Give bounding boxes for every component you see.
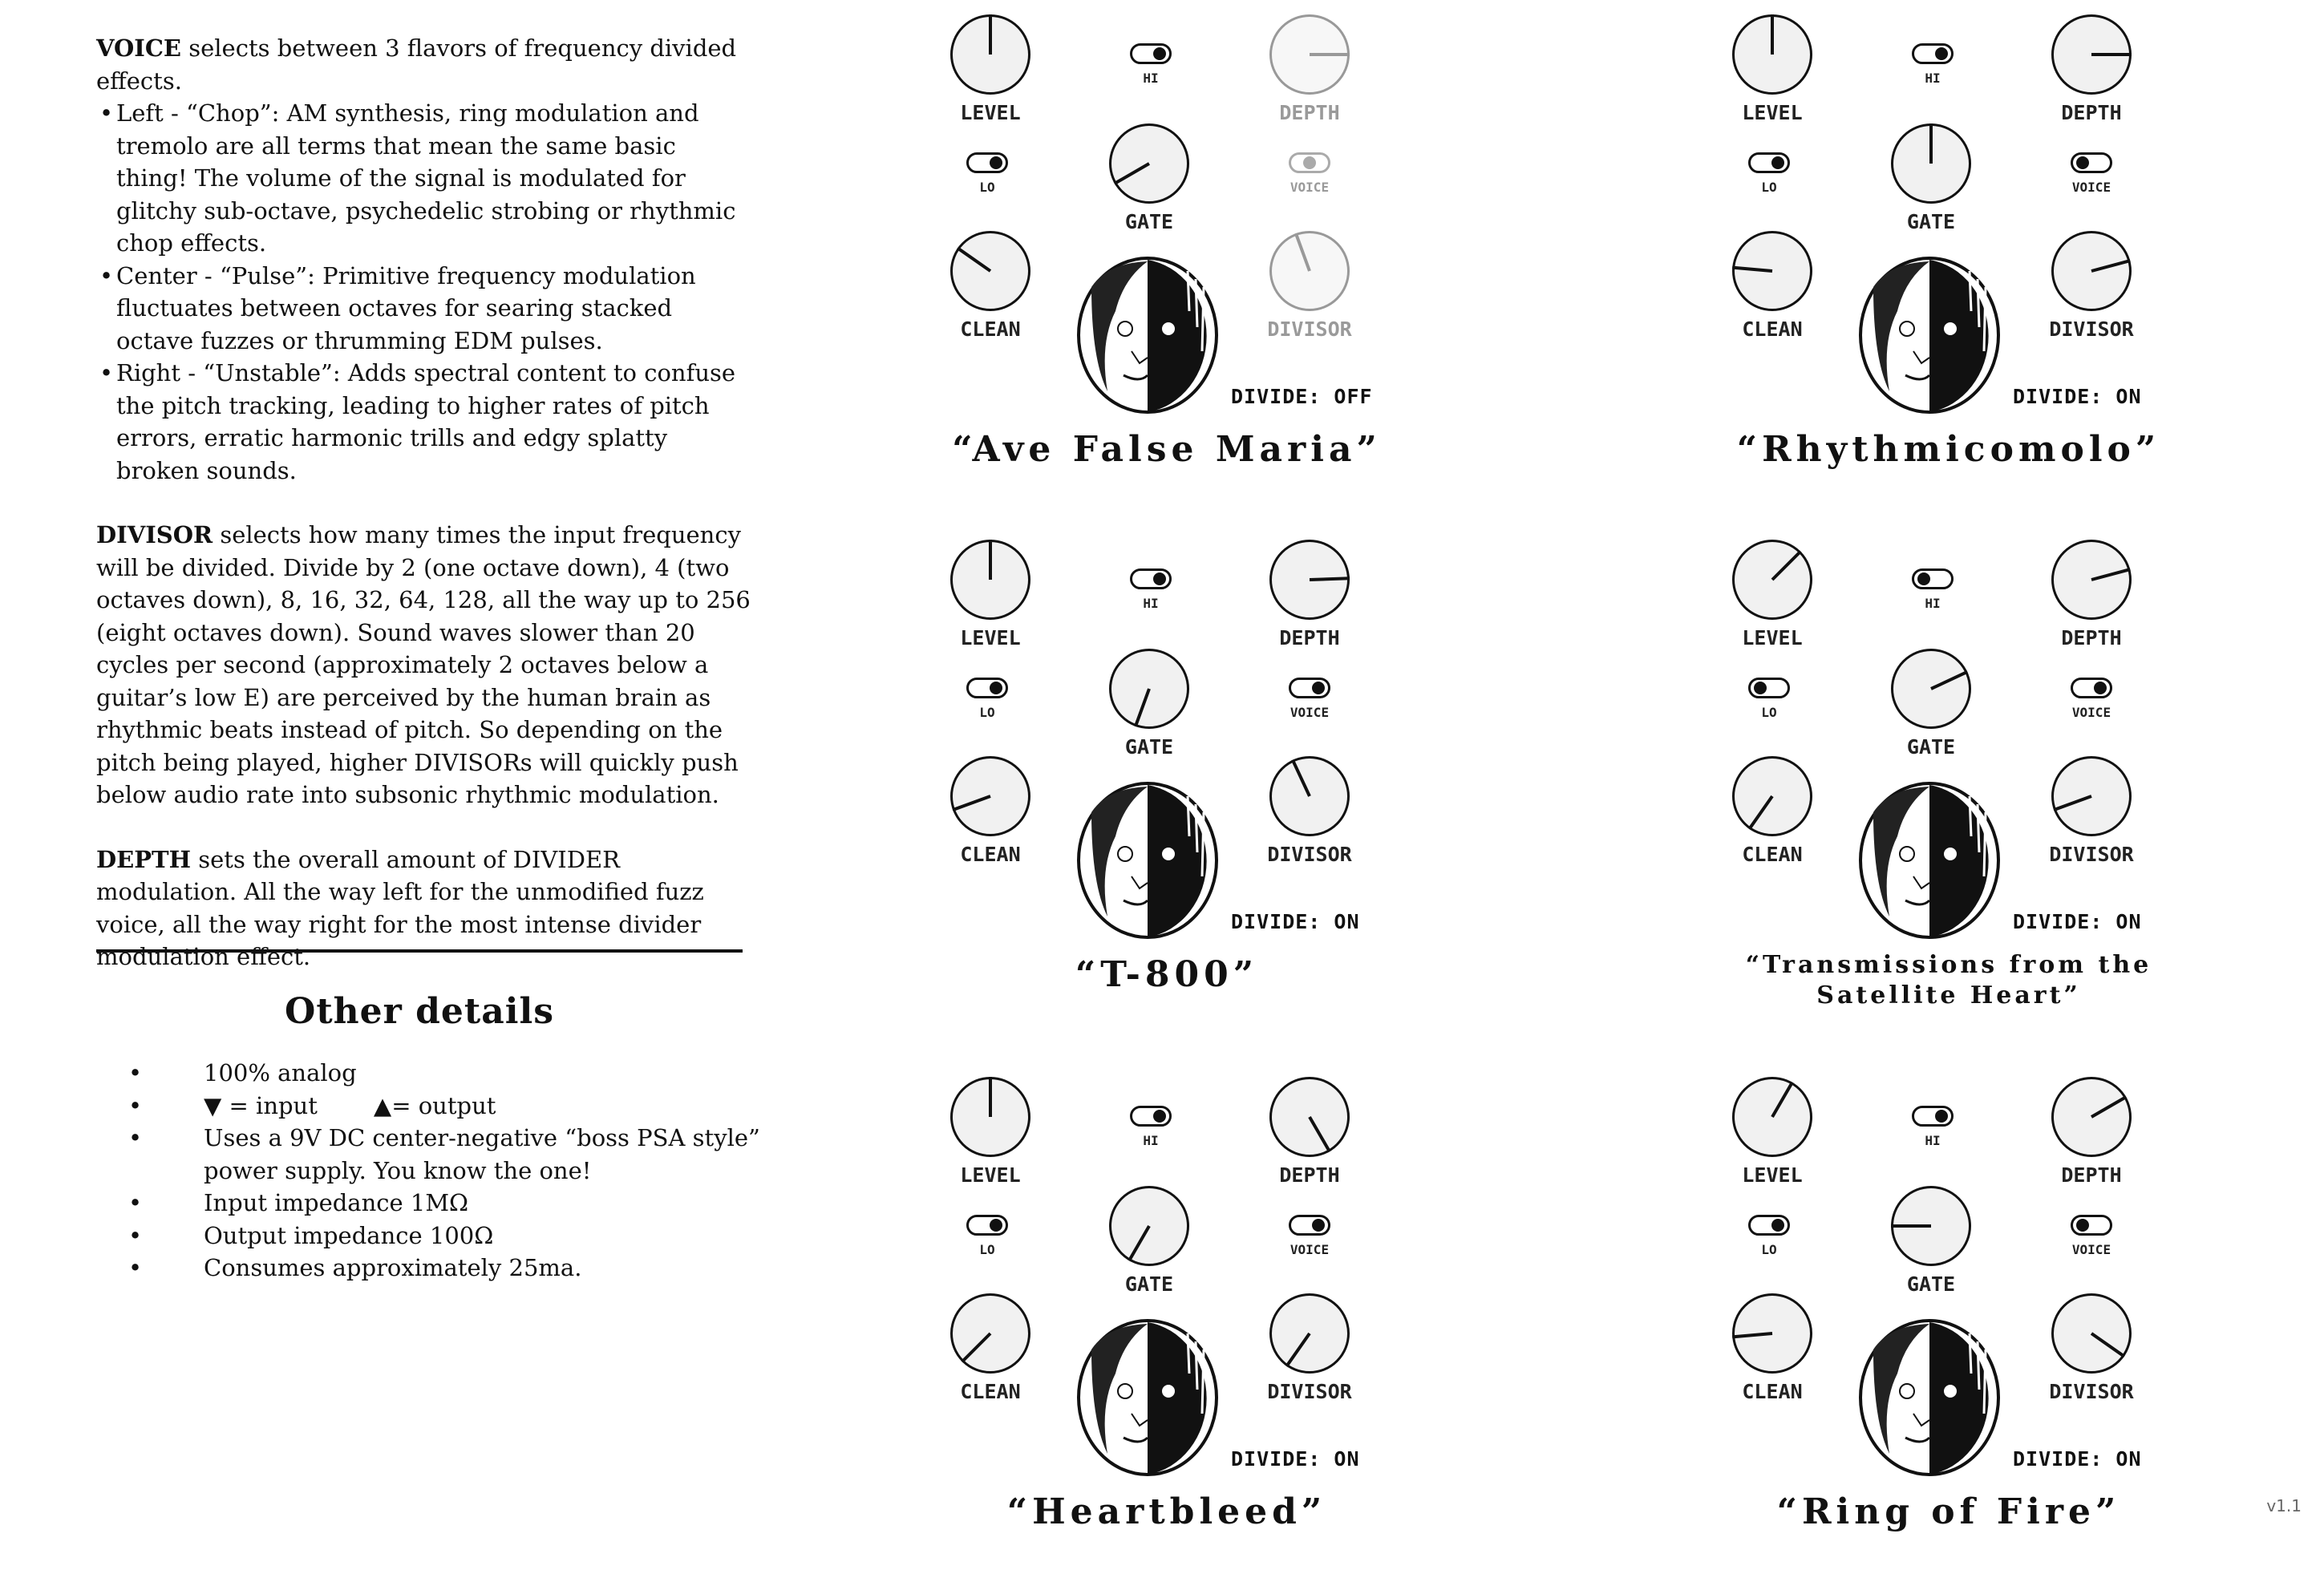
knob-pointer: [1771, 1082, 1793, 1118]
toggle-knob: [990, 1219, 1002, 1232]
depth-text: sets the overall amount of DIVIDER modulation. All the way left for the unmodified fuzz voice, all the way right for the most intense divider modulation effect.: [96, 845, 704, 970]
knob-pointer: [952, 795, 990, 811]
face-artwork: [1857, 780, 2002, 941]
divisor-text: selects how many times the input frequency will be divided. Divide by 2 (one octave down), 4 (two octaves down), 8, 16, 32, 64, 128, all the way up to 256 (eight octaves down). Sound waves slower than 20 cycles per second (approximately 2 octaves below a guitar’s low E) are perceived by the human brain as rhythmic beats instead of pitch. So depending on the pitch being played, higher DIVISORs will quickly push below audio rate into subsonic rhythmic modulation.: [96, 521, 751, 808]
knob-pointer: [2091, 53, 2132, 56]
voice-label: VOICE: [2071, 1242, 2111, 1257]
divisor-label: DIVISOR: [2049, 318, 2134, 341]
gate-knob[interactable]: [1109, 1186, 1189, 1266]
voice-switch[interactable]: [2071, 152, 2112, 173]
toggle-knob: [990, 682, 1002, 694]
divisor-label: DIVISOR: [1267, 843, 1352, 866]
knob-pointer: [2053, 795, 2091, 811]
preset-name: “Ring of Fire”: [1776, 1491, 2121, 1532]
knob-pointer: [1771, 550, 1802, 581]
knob-pointer: [1732, 266, 1772, 273]
face-artwork: [1075, 255, 1220, 415]
hi-lo-switch-lo[interactable]: [1748, 152, 1790, 173]
knob-pointer: [989, 1077, 992, 1117]
knob-pointer: [1134, 688, 1151, 726]
lo-label: LO: [1761, 180, 1777, 195]
detail-item: • 100% analog: [128, 1059, 357, 1086]
lo-label: LO: [1761, 705, 1777, 720]
toggle-knob: [1754, 682, 1767, 694]
hi-lo-switch-lo[interactable]: [1748, 1215, 1790, 1236]
depth-knob[interactable]: [1269, 14, 1350, 95]
knob-pointer: [1291, 759, 1311, 797]
level-knob[interactable]: [950, 1077, 1030, 1157]
preset-name: “T-800”: [1075, 954, 1259, 995]
knob-pointer: [1732, 1332, 1772, 1338]
hi-lo-switch-hi[interactable]: [1130, 1106, 1172, 1127]
voice-text: selects between 3 flavors of frequency divided effects.: [96, 34, 737, 95]
gate-knob[interactable]: [1109, 649, 1189, 729]
voice-switch[interactable]: [1289, 1215, 1330, 1236]
preset-card: [942, 14, 1423, 520]
hi-label: HI: [1143, 71, 1159, 86]
detail-item: • ▼ = input ▲= output: [128, 1091, 496, 1119]
hi-lo-switch-hi[interactable]: [1130, 568, 1172, 589]
clean-label: CLEAN: [960, 1380, 1021, 1403]
preset-card: [1724, 540, 2205, 1045]
hi-lo-switch-lo[interactable]: [966, 1215, 1008, 1236]
clean-knob[interactable]: [950, 1293, 1030, 1374]
toggle-knob: [1771, 156, 1784, 169]
depth-knob[interactable]: [1269, 540, 1350, 620]
divisor-label: DIVISOR: [2049, 1380, 2134, 1403]
level-label: LEVEL: [960, 1163, 1021, 1187]
depth-knob[interactable]: [2051, 540, 2132, 620]
voice-label: VOICE: [1290, 705, 1330, 720]
preset-card: [1724, 1077, 2205, 1582]
hi-lo-switch-hi[interactable]: [1912, 568, 1954, 589]
preset-name: “Transmissions from the Satellite Heart”: [1745, 951, 2152, 1009]
divisor-knob[interactable]: [1269, 1293, 1350, 1374]
toggle-knob: [1153, 573, 1166, 585]
depth-title: DEPTH: [96, 845, 192, 873]
output-legend: ▲= output: [373, 1091, 496, 1119]
divisor-label: DIVISOR: [2049, 843, 2134, 866]
manual-text: [96, 32, 754, 1005]
depth-label: DEPTH: [1279, 1163, 1340, 1187]
gate-knob[interactable]: [1891, 123, 1971, 204]
section-divider: [96, 949, 743, 953]
divide-status: DIVIDE: OFF: [1231, 385, 1373, 408]
face-artwork: [1075, 780, 1220, 941]
preset-card: [942, 1077, 1423, 1582]
knob-pointer: [989, 540, 992, 580]
gate-label: GATE: [1906, 735, 1956, 759]
divisor-label: DIVISOR: [1267, 1380, 1352, 1403]
toggle-knob: [1917, 573, 1930, 585]
depth-knob[interactable]: [2051, 14, 2132, 95]
lo-label: LO: [979, 1242, 995, 1257]
version-label: v1.1: [2266, 1496, 2302, 1515]
depth-knob[interactable]: [2051, 1077, 2132, 1157]
knob-pointer: [1128, 1225, 1150, 1261]
clean-knob[interactable]: [1732, 1293, 1812, 1374]
toggle-knob: [2094, 682, 2107, 694]
clean-knob[interactable]: [1732, 756, 1812, 836]
gate-knob[interactable]: [1891, 649, 1971, 729]
gate-knob[interactable]: [1109, 123, 1189, 204]
other-details-list: [128, 1057, 770, 1285]
face-artwork: [1857, 255, 2002, 415]
divide-status: DIVIDE: ON: [2013, 910, 2142, 933]
hi-label: HI: [1143, 1133, 1159, 1148]
face-artwork: [1857, 1317, 2002, 1478]
toggle-knob: [1312, 682, 1325, 694]
toggle-knob: [1303, 156, 1316, 169]
knob-pointer: [2091, 568, 2130, 581]
voice-label: VOICE: [2071, 180, 2111, 195]
clean-label: CLEAN: [960, 843, 1021, 866]
clean-knob[interactable]: [950, 756, 1030, 836]
clean-label: CLEAN: [1742, 1380, 1803, 1403]
preset-card: [942, 540, 1423, 1045]
hi-lo-switch-lo[interactable]: [966, 152, 1008, 173]
gate-label: GATE: [1124, 735, 1174, 759]
divisor-knob[interactable]: [2051, 231, 2132, 311]
other-details-title: Other details: [285, 991, 554, 1032]
gate-label: GATE: [1124, 210, 1174, 233]
knob-pointer: [1929, 123, 1933, 164]
toggle-knob: [1153, 47, 1166, 60]
depth-label: DEPTH: [2061, 101, 2122, 124]
detail-item: • Output impedance 100Ω: [128, 1221, 494, 1249]
depth-label: DEPTH: [1279, 101, 1340, 124]
gate-label: GATE: [1124, 1272, 1174, 1296]
level-label: LEVEL: [960, 101, 1021, 124]
divisor-knob[interactable]: [2051, 756, 2132, 836]
toggle-knob: [2076, 156, 2089, 169]
knob-pointer: [2091, 259, 2130, 273]
hi-label: HI: [1925, 596, 1941, 611]
level-label: LEVEL: [1742, 1163, 1803, 1187]
clean-knob[interactable]: [1732, 231, 1812, 311]
divisor-label: DIVISOR: [1267, 318, 1352, 341]
face-artwork: [1075, 1317, 1220, 1478]
divide-status: DIVIDE: ON: [2013, 385, 2142, 408]
divisor-title: DIVISOR: [96, 521, 213, 548]
knob-pointer: [1310, 53, 1350, 56]
divide-status: DIVIDE: ON: [2013, 1447, 2142, 1471]
voice-list: [96, 97, 754, 487]
toggle-knob: [1153, 1110, 1166, 1123]
voice-paragraph: [96, 32, 754, 97]
knob-pointer: [1891, 1224, 1931, 1228]
knob-pointer: [989, 14, 992, 55]
knob-pointer: [1748, 795, 1774, 830]
knob-pointer: [1308, 1116, 1330, 1152]
toggle-knob: [1935, 47, 1948, 60]
preset-name: “Heartbleed”: [1006, 1491, 1327, 1532]
hi-lo-switch-hi[interactable]: [1912, 43, 1954, 64]
divisor-knob[interactable]: [1269, 756, 1350, 836]
voice-switch[interactable]: [1289, 152, 1330, 173]
hi-lo-switch-hi[interactable]: [1130, 43, 1172, 64]
toggle-knob: [1935, 1110, 1948, 1123]
level-knob[interactable]: [1732, 540, 1812, 620]
preset-card: [1724, 14, 2205, 520]
voice-label: VOICE: [2071, 705, 2111, 720]
voice-switch[interactable]: [2071, 1215, 2112, 1236]
gate-knob[interactable]: [1891, 1186, 1971, 1266]
depth-paragraph: [96, 844, 754, 973]
level-label: LEVEL: [960, 626, 1021, 649]
toggle-knob: [1771, 1219, 1784, 1232]
detail-item: • Uses a 9V DC center-negative “boss PSA style” power supply. You know the one!: [128, 1124, 760, 1184]
knob-pointer: [1930, 670, 1968, 690]
lo-label: LO: [1761, 1242, 1777, 1257]
hi-lo-switch-lo[interactable]: [1748, 678, 1790, 698]
divisor-paragraph: [96, 519, 754, 811]
preset-name: “Ave False Maria”: [952, 429, 1382, 470]
knob-pointer: [961, 1333, 991, 1363]
lo-label: LO: [979, 705, 995, 720]
voice-switch[interactable]: [2071, 678, 2112, 698]
knob-pointer: [1294, 233, 1311, 271]
knob-pointer: [1771, 14, 1774, 55]
level-knob[interactable]: [950, 540, 1030, 620]
hi-label: HI: [1925, 71, 1941, 86]
voice-switch[interactable]: [1289, 678, 1330, 698]
toggle-knob: [990, 156, 1002, 169]
hi-label: HI: [1143, 596, 1159, 611]
level-knob[interactable]: [1732, 14, 1812, 95]
divisor-knob[interactable]: [2051, 1293, 2132, 1374]
toggle-knob: [1312, 1219, 1325, 1232]
detail-item: • Consumes approximately 25ma.: [128, 1254, 582, 1281]
voice-label: VOICE: [1290, 1242, 1330, 1257]
clean-label: CLEAN: [1742, 318, 1803, 341]
voice-item-unstable: • Right - “Unstable”: Adds spectral content to confuse the pitch tracking, leading to higher rates of pitch errors, erratic harmonic trills and edgy splatty broken sounds.: [96, 357, 754, 487]
input-legend: ▼ = input: [204, 1091, 318, 1119]
divide-status: DIVIDE: ON: [1231, 910, 1360, 933]
clean-label: CLEAN: [960, 318, 1021, 341]
depth-label: DEPTH: [2061, 626, 2122, 649]
knob-pointer: [2091, 1095, 2127, 1118]
knob-pointer: [1114, 162, 1150, 184]
gate-label: GATE: [1906, 210, 1956, 233]
knob-pointer: [957, 247, 991, 273]
gate-label: GATE: [1906, 1272, 1956, 1296]
clean-knob[interactable]: [950, 231, 1030, 311]
divide-status: DIVIDE: ON: [1231, 1447, 1360, 1471]
lo-label: LO: [979, 180, 995, 195]
voice-item-pulse: • Center - “Pulse”: Primitive frequency modulation fluctuates between octaves for searing stacked octave fuzzes or thrumming EDM pulses.: [96, 260, 754, 358]
toggle-knob: [2076, 1219, 2089, 1232]
hi-lo-switch-lo[interactable]: [966, 678, 1008, 698]
depth-label: DEPTH: [1279, 626, 1340, 649]
voice-label: VOICE: [1290, 180, 1330, 195]
knob-pointer: [2091, 1332, 2125, 1357]
hi-label: HI: [1925, 1133, 1941, 1148]
hi-lo-switch-hi[interactable]: [1912, 1106, 1954, 1127]
detail-item: • Input impedance 1MΩ: [128, 1189, 469, 1216]
knob-pointer: [1285, 1333, 1311, 1367]
voice-title: VOICE: [96, 34, 182, 62]
level-knob[interactable]: [1732, 1077, 1812, 1157]
level-knob[interactable]: [950, 14, 1030, 95]
depth-label: DEPTH: [2061, 1163, 2122, 1187]
divisor-knob[interactable]: [1269, 231, 1350, 311]
clean-label: CLEAN: [1742, 843, 1803, 866]
depth-knob[interactable]: [1269, 1077, 1350, 1157]
preset-name: “Rhythmicomolo”: [1736, 429, 2161, 470]
knob-pointer: [1310, 577, 1350, 581]
level-label: LEVEL: [1742, 626, 1803, 649]
level-label: LEVEL: [1742, 101, 1803, 124]
voice-item-chop: • Left - “Chop”: AM synthesis, ring modulation and tremolo are all terms that mean the same basic thing! The volume of the signal is modulated for glitchy sub-octave, psychedelic strobing or rhythmic chop effects.: [96, 97, 754, 260]
